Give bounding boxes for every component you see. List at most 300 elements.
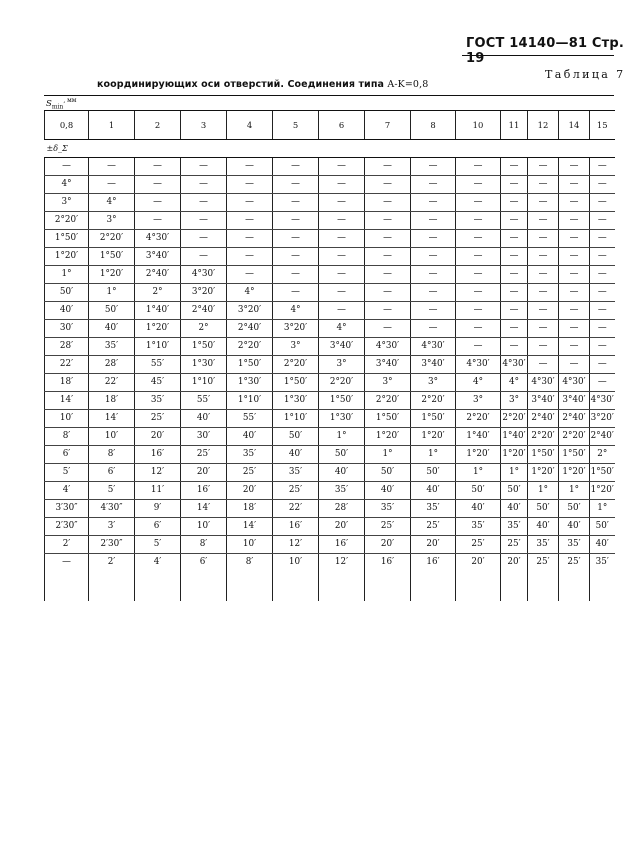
table-cell: 50′	[590, 518, 615, 536]
table-cell: 35′	[135, 392, 181, 410]
table-cell: 1°40′	[501, 428, 528, 446]
table-cell: —	[501, 176, 528, 194]
table-cell: —	[89, 158, 135, 176]
table-cell: 3°40′	[135, 248, 181, 266]
table-cell: 2°	[181, 320, 227, 338]
table-cell: 3°	[411, 374, 456, 392]
column-header: 6	[319, 111, 365, 140]
sigma-label-row	[45, 140, 615, 158]
table-cell: —	[528, 230, 559, 248]
table-cell: 2°20′	[319, 374, 365, 392]
table-cell: 1°20′	[456, 446, 501, 464]
table-cell: 4°30′	[590, 392, 615, 410]
table-cell: 16′	[181, 482, 227, 500]
table-cell: 3°40′	[528, 392, 559, 410]
table-cell: 22′	[45, 356, 89, 374]
table-cell: —	[319, 266, 365, 284]
table-cell: 1°50′	[273, 374, 319, 392]
table-cell: 2°	[590, 446, 615, 464]
table-cell: 2°20′	[365, 392, 411, 410]
table-cell: 35′	[456, 518, 501, 536]
table-cell: 3°20′	[273, 320, 319, 338]
table-cell: 16′	[135, 446, 181, 464]
table-cell: 2°20′	[45, 212, 89, 230]
table-row	[45, 194, 615, 212]
table-row	[45, 284, 615, 302]
table-cell: —	[528, 176, 559, 194]
table-cell: 1°20′	[590, 482, 615, 500]
table-cell: —	[135, 212, 181, 230]
table-cell: —	[365, 158, 411, 176]
table-cell: 1°40′	[456, 428, 501, 446]
tail-cell	[89, 571, 135, 601]
table-cell: —	[590, 356, 615, 374]
table-cell: 3°	[273, 338, 319, 356]
table-cell: 35′	[365, 500, 411, 518]
table-cell: 35′	[89, 338, 135, 356]
header-rule	[462, 55, 614, 56]
table-cell: —	[319, 302, 365, 320]
table-cell: 1°10′	[181, 374, 227, 392]
table-row	[45, 410, 615, 428]
angle-tolerance-table	[44, 110, 615, 601]
table-cell: 12′	[135, 464, 181, 482]
sigma-row-blank	[135, 140, 181, 158]
table-cell: 18′	[89, 392, 135, 410]
table-cell: 5′	[89, 482, 135, 500]
table-cell: 3°40′	[411, 356, 456, 374]
table-cell: 50′	[559, 500, 590, 518]
table-cell: 25′	[273, 482, 319, 500]
table-cell: —	[559, 302, 590, 320]
table-cell: 2°20′	[456, 410, 501, 428]
table-cell: —	[273, 248, 319, 266]
sigma-row-blank	[456, 140, 501, 158]
table-cell: —	[456, 176, 501, 194]
table-cell: —	[456, 248, 501, 266]
table-cell: —	[273, 194, 319, 212]
table-cell: —	[559, 266, 590, 284]
table-cell: —	[590, 302, 615, 320]
table-cell: 12′	[273, 536, 319, 554]
sigma-label: ±δ_Σ	[45, 140, 89, 158]
sigma-row-blank	[501, 140, 528, 158]
table-cell: 2′	[89, 554, 135, 572]
table-cell: 1°20′	[411, 428, 456, 446]
table-cell: 1°20′	[45, 248, 89, 266]
table-cell: 16′	[273, 518, 319, 536]
table-cell: 4°	[501, 374, 528, 392]
column-header: 12	[528, 111, 559, 140]
column-header: 15	[590, 111, 615, 140]
table-cell: 40′	[365, 482, 411, 500]
table-cell: 1°50′	[227, 356, 273, 374]
table-cell: —	[501, 194, 528, 212]
table-row	[45, 554, 615, 572]
table-cell: 20′	[181, 464, 227, 482]
sigma-row-blank	[365, 140, 411, 158]
table-row	[45, 356, 615, 374]
tail-cell	[501, 571, 528, 601]
table-cell: —	[411, 266, 456, 284]
table-cell: 1°30′	[319, 410, 365, 428]
table-cell: —	[528, 356, 559, 374]
table-cell: —	[559, 338, 590, 356]
table-cell: 18′	[227, 500, 273, 518]
table-row	[45, 428, 615, 446]
table-cell: 1°	[559, 482, 590, 500]
table-cell: —	[181, 230, 227, 248]
table-cell: 4°30′	[135, 230, 181, 248]
tail-cell	[319, 571, 365, 601]
table-cell: —	[319, 248, 365, 266]
table-cell: 40′	[45, 302, 89, 320]
table-cell: 3°20′	[181, 284, 227, 302]
table-cell: 8′	[227, 554, 273, 572]
table-cell: —	[590, 230, 615, 248]
table-cell: 2°40′	[181, 302, 227, 320]
caption-condition: A-K=0,8	[387, 79, 429, 90]
table-cell: 1°30′	[181, 356, 227, 374]
table-cell: 1°40′	[135, 302, 181, 320]
table-cell: 4°30′	[411, 338, 456, 356]
table-cell: 1°10′	[135, 338, 181, 356]
table-cell: 8′	[181, 536, 227, 554]
table-cell: —	[590, 248, 615, 266]
table-cell: —	[559, 248, 590, 266]
table-cell: —	[365, 284, 411, 302]
table-cell: 50′	[365, 464, 411, 482]
table-row	[45, 500, 615, 518]
column-header: 10	[456, 111, 501, 140]
table-cell: —	[273, 284, 319, 302]
table-cell: 3°	[365, 374, 411, 392]
table-cell: 55′	[135, 356, 181, 374]
table-cell: —	[89, 176, 135, 194]
table-cell: 4′	[135, 554, 181, 572]
table-cell: —	[273, 158, 319, 176]
table-cell: 3°40′	[319, 338, 365, 356]
table-number-label: Таблица 7	[545, 68, 626, 81]
table-cell: 1°50′	[590, 464, 615, 482]
table-cell: —	[590, 158, 615, 176]
table-cell: —	[590, 338, 615, 356]
table-cell: —	[365, 320, 411, 338]
table-cell: —	[501, 338, 528, 356]
table-cell: 25′	[456, 536, 501, 554]
table-cell: 4°30′	[559, 374, 590, 392]
column-header: 8	[411, 111, 456, 140]
table-cell: 10′	[227, 536, 273, 554]
table-cell: 40′	[411, 482, 456, 500]
table-cell: 40′	[456, 500, 501, 518]
column-header: 3	[181, 111, 227, 140]
table-cell: 3°40′	[559, 392, 590, 410]
tail-cell	[273, 571, 319, 601]
table-cell: 4°30′	[181, 266, 227, 284]
table-cell: 50′	[528, 500, 559, 518]
table-cell: 1°	[528, 482, 559, 500]
tail-cell	[45, 571, 89, 601]
sigma-row-blank	[273, 140, 319, 158]
table-cell: 4°	[45, 176, 89, 194]
table-row	[45, 248, 615, 266]
table-row	[45, 158, 615, 176]
table-cell: —	[411, 212, 456, 230]
table-cell: —	[559, 356, 590, 374]
table-cell: 10′	[181, 518, 227, 536]
table-cell: —	[411, 320, 456, 338]
table-cell: —	[528, 158, 559, 176]
table-cell: 1°50′	[411, 410, 456, 428]
table-row	[45, 212, 615, 230]
table-cell: 1°50′	[319, 392, 365, 410]
table-cell: —	[528, 302, 559, 320]
tail-cell	[365, 571, 411, 601]
table-cell: 3′30″	[45, 500, 89, 518]
table-cell: —	[559, 176, 590, 194]
table-cell: —	[135, 158, 181, 176]
table-cell: 3°	[501, 392, 528, 410]
table-cell: 25′	[135, 410, 181, 428]
table-cell: —	[456, 212, 501, 230]
table-cell: —	[45, 554, 89, 572]
table-cell: 1°50′	[528, 446, 559, 464]
column-header: 5	[273, 111, 319, 140]
column-header: 11	[501, 111, 528, 140]
table-cell: 30′	[45, 320, 89, 338]
table-top-rule	[44, 95, 614, 96]
table-cell: 55′	[181, 392, 227, 410]
table-cell: 40′	[590, 536, 615, 554]
table-row	[45, 374, 615, 392]
table-cell: 4′	[45, 482, 89, 500]
table-cell: 5′	[135, 536, 181, 554]
table-cell: —	[501, 320, 528, 338]
table-cell: —	[273, 212, 319, 230]
table-cell: —	[456, 230, 501, 248]
table-row	[45, 230, 615, 248]
table-cell: 22′	[89, 374, 135, 392]
table-cell: 45′	[135, 374, 181, 392]
table-cell: 8′	[45, 428, 89, 446]
table-body	[45, 111, 615, 602]
sigma-row-blank	[559, 140, 590, 158]
table-cell: 20′	[319, 518, 365, 536]
table-cell: —	[227, 248, 273, 266]
table-cell: 2°20′	[89, 230, 135, 248]
table-cell: 25′	[501, 536, 528, 554]
table-cell: 6′	[45, 446, 89, 464]
table-cell: 1°	[590, 500, 615, 518]
table-cell: 25′	[559, 554, 590, 572]
table-tail	[45, 571, 615, 601]
smin-unit: , мм	[63, 97, 77, 104]
table-cell: 40′	[273, 446, 319, 464]
table-cell: —	[528, 212, 559, 230]
column-header: 14	[559, 111, 590, 140]
table-cell: 3′	[89, 518, 135, 536]
table-cell: 9′	[135, 500, 181, 518]
table-cell: 35′	[590, 554, 615, 572]
table-cell: 1°20′	[559, 464, 590, 482]
tail-cell	[135, 571, 181, 601]
table-row	[45, 338, 615, 356]
table-cell: 1°	[319, 428, 365, 446]
table-cell: 28′	[319, 500, 365, 518]
table-cell: —	[365, 176, 411, 194]
table-cell: 2°	[135, 284, 181, 302]
table-cell: 4°30′	[456, 356, 501, 374]
table-cell: 20′	[411, 536, 456, 554]
table-cell: —	[590, 212, 615, 230]
table-cell: 1°20′	[365, 428, 411, 446]
sigma-row-blank	[528, 140, 559, 158]
table-cell: —	[528, 320, 559, 338]
table-cell: —	[365, 194, 411, 212]
table-cell: —	[227, 212, 273, 230]
tail-cell	[590, 571, 615, 601]
table-cell: 2°20′	[501, 410, 528, 428]
table-cell: —	[365, 230, 411, 248]
table-cell: 3°20′	[590, 410, 615, 428]
table-cell: —	[501, 266, 528, 284]
table-cell: 1°10′	[227, 392, 273, 410]
column-header: 4	[227, 111, 273, 140]
column-header: 2	[135, 111, 181, 140]
table-cell: 1°	[501, 464, 528, 482]
table-cell: 50′	[456, 482, 501, 500]
column-header: 7	[365, 111, 411, 140]
table-cell: —	[559, 320, 590, 338]
table-cell: 1°30′	[273, 392, 319, 410]
table-cell: 35′	[559, 536, 590, 554]
table-row	[45, 482, 615, 500]
table-cell: 1°20′	[528, 464, 559, 482]
sigma-row-blank	[181, 140, 227, 158]
table-cell: 3°20′	[227, 302, 273, 320]
table-cell: 2°20′	[559, 428, 590, 446]
table-cell: 1°50′	[559, 446, 590, 464]
table-cell: 20′	[365, 536, 411, 554]
table-cell: —	[501, 158, 528, 176]
table-cell: 4°	[319, 320, 365, 338]
table-cell: 3°	[456, 392, 501, 410]
table-cell: 50′	[273, 428, 319, 446]
table-cell: 30′	[181, 428, 227, 446]
table-cell: 1°50′	[365, 410, 411, 428]
table-cell: 40′	[528, 518, 559, 536]
table-cell: —	[319, 284, 365, 302]
table-cell: 1°50′	[89, 248, 135, 266]
table-cell: —	[411, 158, 456, 176]
table-cell: —	[590, 266, 615, 284]
table-cell: —	[365, 266, 411, 284]
table-cell: 40′	[227, 428, 273, 446]
table-row	[45, 464, 615, 482]
table-cell: —	[590, 320, 615, 338]
smin-axis-label	[46, 97, 76, 111]
table-row	[45, 536, 615, 554]
table-cell: 2°40′	[559, 410, 590, 428]
table-cell: —	[411, 302, 456, 320]
table-cell: 55′	[227, 410, 273, 428]
table-cell: 4°30′	[528, 374, 559, 392]
table-cell: 3°	[319, 356, 365, 374]
table-caption	[97, 79, 428, 90]
table-cell: —	[365, 248, 411, 266]
tail-cell	[456, 571, 501, 601]
table-cell: 4°	[273, 302, 319, 320]
table-cell: 2′30″	[89, 536, 135, 554]
table-cell: —	[559, 212, 590, 230]
table-cell: 16′	[365, 554, 411, 572]
table-cell: 2°40′	[135, 266, 181, 284]
table-cell: —	[365, 212, 411, 230]
table-cell: 35′	[411, 500, 456, 518]
table-cell: —	[456, 266, 501, 284]
table-cell: —	[181, 194, 227, 212]
table-cell: —	[456, 320, 501, 338]
table-cell: —	[590, 176, 615, 194]
table-cell: 20′	[227, 482, 273, 500]
column-header-row	[45, 111, 615, 140]
table-cell: 25′	[411, 518, 456, 536]
table-cell: 50′	[45, 284, 89, 302]
table-cell: 5′	[45, 464, 89, 482]
table-cell: —	[273, 266, 319, 284]
table-cell: 4°30′	[365, 338, 411, 356]
table-cell: 50′	[319, 446, 365, 464]
table-cell: —	[559, 230, 590, 248]
table-cell: 6′	[181, 554, 227, 572]
table-cell: 11′	[135, 482, 181, 500]
table-cell: 28′	[45, 338, 89, 356]
table-cell: —	[559, 284, 590, 302]
table-cell: 14′	[181, 500, 227, 518]
table-cell: —	[501, 284, 528, 302]
table-cell: 1°50′	[181, 338, 227, 356]
table-cell: 6′	[89, 464, 135, 482]
table-cell: 1°20′	[89, 266, 135, 284]
table-cell: —	[456, 158, 501, 176]
table-cell: 35′	[227, 446, 273, 464]
table-cell: 25′	[528, 554, 559, 572]
table-cell: —	[528, 284, 559, 302]
table-cell: 20′	[456, 554, 501, 572]
table-cell: —	[135, 176, 181, 194]
table-cell: —	[528, 194, 559, 212]
table-cell: —	[528, 266, 559, 284]
table-cell: 20′	[501, 554, 528, 572]
table-cell: —	[501, 212, 528, 230]
table-cell: 2°20′	[411, 392, 456, 410]
table-cell: 1°	[45, 266, 89, 284]
caption-text: координирующих оси отверстий. Соединения типа	[97, 79, 388, 90]
table-cell: 2′30″	[45, 518, 89, 536]
table-cell: 1°	[89, 284, 135, 302]
table-cell: 14′	[227, 518, 273, 536]
table-row	[45, 266, 615, 284]
table-cell: 1°	[456, 464, 501, 482]
tail-cell	[411, 571, 456, 601]
table-cell: 50′	[501, 482, 528, 500]
table-cell: —	[456, 284, 501, 302]
table-cell: —	[411, 248, 456, 266]
table-cell: 4°	[456, 374, 501, 392]
table-row	[45, 320, 615, 338]
table-cell: —	[528, 338, 559, 356]
